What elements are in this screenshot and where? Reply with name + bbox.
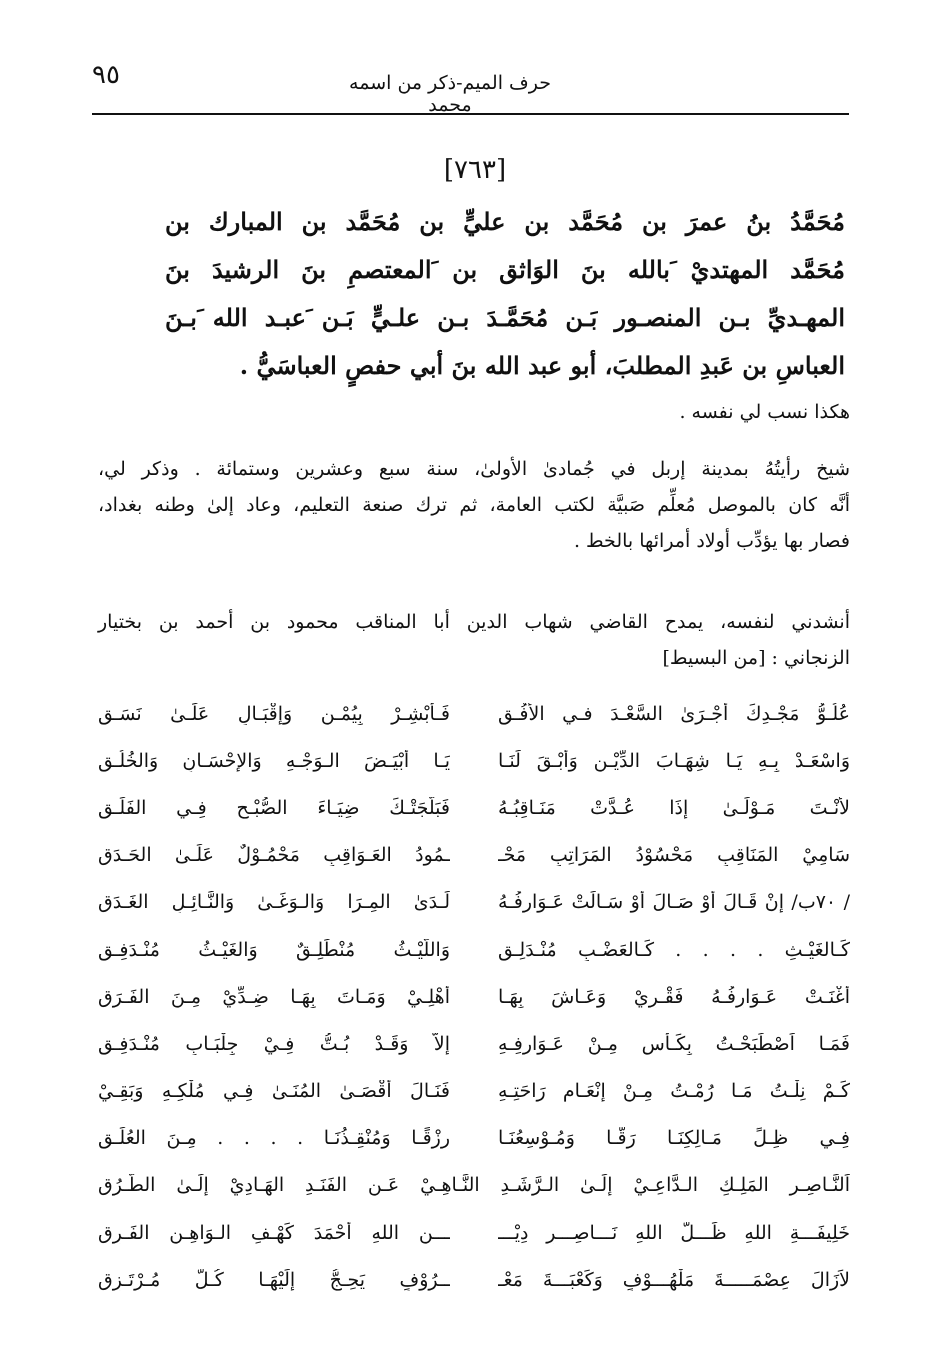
poem-intro-paragraph [98, 604, 850, 676]
verse-second-hemistich: أَهْلِـيْ وَمَـاتَ بِهَـا ضِـدِّيْ مِـنَ الفَـرَقِ [98, 985, 450, 1008]
verse-second-hemistich: فَنَـالَ أَقْصَـىٰ المُنَـىٰ فِـي مُلْكِـهِ وَبَقِـيْ [98, 1080, 450, 1103]
biography-paragraph [98, 451, 850, 559]
verse-first-hemistich: عُلُـوُّ مَجْـدِكَ أَجْـرَىٰ السَّعْـدَ فـي الأُفُـقِ [498, 702, 850, 725]
verse-second-hemistich: ـــنِ اللهِ أَحْمَدَ كَهْـفِ الـوَاهِـنِ الفَـرِقِ [98, 1221, 450, 1244]
page-number: ٩٥ [92, 60, 120, 90]
verse [98, 926, 850, 973]
verse-first-hemistich: أَغْنَـتْ عَـوَارِفُـهُ فَقْـرِيْ وَعَـاشَ بِهَـا [498, 985, 850, 1008]
verse-second-hemistich: ــرُوْفٍ يَحِـجُّ إِلَيْهَـا كُـلُّ مُـرْتَـزِقِ [98, 1268, 450, 1291]
verse [98, 737, 850, 784]
verse [98, 1162, 850, 1209]
intro-line: هكذا نسب لي نفسه . [679, 401, 850, 423]
verse [98, 1256, 850, 1303]
verse-first-hemistich: كَـمْ نِلْـتُ مَـا رُمْـتُ مِـنْ إِنْعَـامِ رَاحَتِـهِ [498, 1080, 850, 1103]
verse-second-hemistich: ـمُودُ العَـوَاقِبِ مَحْمُـوْلٌ عَلَـىٰ الحَـدَقِ [98, 844, 450, 867]
poem-intro-line: الزنجاني : [من البسيط] [662, 647, 850, 669]
verse-second-hemistich: فَـأَبْشِـرْ بِيُمْـنٍ وَإِقْبَـالٍ عَلَـىٰ نَسَـقِ [98, 702, 450, 725]
verse-second-hemistich: فَبَلَّجَتْـكَ ضِيَـاءَ الصُّبْـحِ فِـي الفَلَـقِ [98, 796, 450, 819]
verse-first-hemistich: / ٧٠ب/ إِنْ قَـالَ أَوْ صَـالَ أَوْ سَـالَتْ عَـوَارِفُـهُ [498, 891, 850, 914]
verse [98, 1068, 850, 1115]
bio-line: فصار بها يؤدِّب أولاد أمرائها بالخط . [573, 530, 850, 552]
verse [98, 784, 850, 831]
verse [98, 973, 850, 1020]
lineage-line: مُحَمَّدُ بنُ عمرَ بن مُحَمَّد بن عليٍّ بن مُحَمَّد بن المبارك بن [165, 207, 845, 236]
verse-first-hemistich: وَاسْعَـدْ بِـهِ يَـا شِهَـابَ الدِّيْـنِ وَأَبْـقَ لَنَـا [498, 749, 850, 772]
verse-second-hemistich: رِزْقًـا وَمُنْقِـذُنَـا . . . . مِـنَ العُلَـقِ [98, 1127, 450, 1150]
verse [98, 1115, 850, 1162]
running-header: حرف الميم-ذكر من اسمه محمد [349, 72, 551, 116]
bio-line: شيخ رأيتُهُ بمدينة إربل في جُمادىٰ الأولىٰ، سنة سبع وعشرين وستمائة . وذكر لي، [98, 458, 850, 480]
poem [98, 690, 850, 1303]
verse-second-hemistich: وَاللَّيْـثُ مُنْطَلِـقٌ وَالغَيْـثُ مُنْـدَفِـقِ [98, 938, 450, 961]
verse-first-hemistich: كَـالغَيْـثِ . . . . كَـالعَضْـبِ مُنْـدَلِـقِ [498, 938, 850, 961]
lineage-line: المهـديِّ بـن المنصـور بَـن مُحَمَّـدَ بـن علـيٍّ بَـن َعبـد الله َبـنَ [165, 303, 845, 332]
poem-intro-line: أنشدني لنفسه، يمدح القاضي شهاب الدين أبا المناقب محمود بن أحمد بن بختيار [98, 611, 850, 633]
bio-line: أنَّه كان بالموصل مُعلِّم صَبيَّة لكتب العامة، ثم ترك صنعة التعليم، وعاد إلىٰ وطنه بغداد، [98, 494, 850, 516]
verse-full-line: اَلنَّـاصِـرِ المَلِـكِ الـدَّاعِـيْ إِلَـىٰ الـرَّشَـدِ النَّـاهِـيْ عَـنِ الفَنَـدِ الهَـادِيْ إِلَـىٰ الطُّـرُقِ [98, 1174, 850, 1197]
verse-first-hemistich: لأَنْـتَ مَـوْلَـىٰ إِذَا عُـدَّتْ مَنَـاقِبُـهُ [498, 796, 850, 819]
lineage-line: مُحَمَّد المهتديْ َبالله بنَ الوَاثق بن َالمعتصمِ بنَ الرشيدَ بنَ [165, 255, 846, 284]
verse-first-hemistich: فَمَـا اَصْطَبَحْـتُ بِكَـأْسٍ مِـنْ عَـوَارِفِـهِ [498, 1032, 850, 1055]
intro-paragraph [98, 394, 850, 430]
lineage-block [165, 198, 845, 390]
verse [98, 1209, 850, 1256]
verse [98, 832, 850, 879]
verse-first-hemistich: فِـي ظِـلٍّ مَـالِكِنَـا رَقًّـا وَمُـوْسِعُنَـا [498, 1127, 850, 1150]
verse-first-hemistich: سَامِيْ المَنَاقِبِ مَحْسُوْدُ المَرَاتِبِ مَحْـ [498, 844, 850, 867]
verse-second-hemistich: لَـدَىٰ المِـرَا وَالـوَغَـىٰ وَالنَّـائِـلِ الغَـدَقِ [98, 891, 450, 914]
entry-number: [٧٦٣] [443, 155, 507, 185]
verse-second-hemistich: إِلاَّ وَقَـدْ بُـتُّ فِـيْ جِلْبَـابِ مُنْـدَفِـقِ [98, 1032, 450, 1055]
verse [98, 690, 850, 737]
verse-first-hemistich: لاَزَالَ عِصْمَـــــةَ مَلْهُـــوْفٍ وَكَعْبَـــةَ مَعْـ [498, 1268, 850, 1291]
verse [98, 879, 850, 926]
verse [98, 1020, 850, 1067]
header-rule [92, 113, 849, 115]
verse-second-hemistich: يَـا أَبْيَـضَ الـوَجْـهِ وَالإِحْسَـانِ وَالخُلُـقِ [98, 749, 450, 772]
verse-first-hemistich: خَلِيفَـــةِ اللهِ ظَـــلُّ اللهِ نَـــاصِـــرِ دِيْـــ [498, 1221, 850, 1244]
lineage-line: العباسِ بن عَبدِ المطلبَ، أبو عبد الله بنَ أبي حفصٍ العباسَيُّ . [239, 351, 845, 380]
